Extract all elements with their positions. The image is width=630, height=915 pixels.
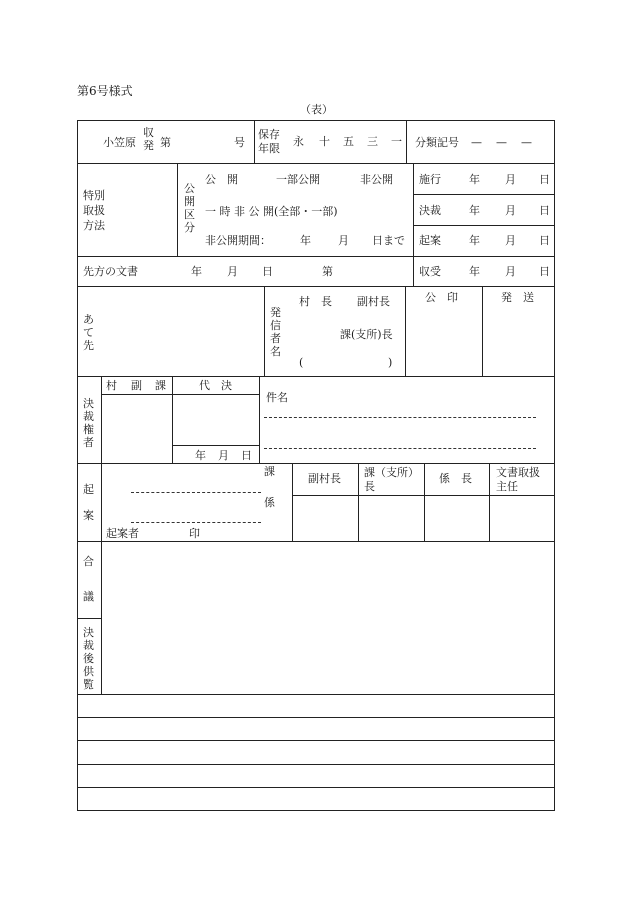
disclosure-label: 開: [184, 195, 195, 208]
kakari-label: 係: [264, 496, 275, 509]
classification-dash: —: [496, 136, 507, 149]
special-handling-label: 特別: [83, 189, 105, 202]
consultation-label: 合: [83, 555, 94, 568]
row-line: [77, 256, 555, 257]
period-until: 日まで: [372, 234, 405, 247]
period-year: 年: [300, 234, 311, 247]
town-name: 小笠原: [103, 136, 136, 149]
draft-section-label: 案: [83, 509, 94, 522]
row-line: [77, 618, 101, 619]
seal-label: 印: [189, 527, 200, 540]
prior-doc-month: 月: [227, 265, 238, 278]
draft-label: 起案: [419, 234, 441, 247]
section-ka-label: 課: [264, 465, 275, 478]
address-label: て: [83, 326, 94, 339]
date-year: 年: [469, 265, 480, 278]
post-decision-review-label: 後: [83, 652, 94, 665]
authority-label: 者: [83, 436, 94, 449]
col-line: [259, 376, 260, 463]
row-line: [77, 286, 555, 287]
number-suffix: 号: [234, 136, 245, 149]
section-chief-col-header: 長: [364, 480, 375, 493]
doc-handler-col-header: 主任: [496, 480, 518, 493]
col-line: [489, 463, 490, 541]
sender-label: 名: [270, 345, 281, 358]
sender-label: 者: [270, 332, 281, 345]
col-line: [405, 286, 406, 376]
side-label: （表）: [300, 103, 333, 116]
retention-option: 永: [293, 135, 304, 148]
sender-label: 発: [270, 306, 281, 319]
proxy-year: 年: [195, 449, 206, 462]
classification-label: 分類記号: [415, 136, 459, 149]
document-form: [77, 120, 555, 811]
row-line: [77, 694, 555, 695]
border-right: [554, 120, 555, 811]
address-label: あ: [83, 313, 94, 326]
option-partial-public: 一部公開: [276, 173, 320, 186]
col-line: [254, 120, 255, 163]
section-head-label: 課: [155, 379, 166, 392]
date-day: 日: [539, 234, 550, 247]
row-line: [172, 445, 259, 446]
row-line: [101, 394, 259, 395]
section-dashed-line: [131, 492, 261, 493]
row-line: [77, 541, 555, 542]
col-line: [101, 541, 102, 694]
village-head-label: 村: [106, 379, 117, 392]
disclosure-label: 公: [184, 182, 195, 195]
special-handling-label: 方法: [83, 219, 105, 232]
date-day: 日: [539, 265, 550, 278]
retention-option: 三: [367, 135, 378, 148]
draft-section-label: 起: [83, 483, 94, 496]
enforce-label: 施行: [419, 173, 441, 186]
authority-label: 裁: [83, 410, 94, 423]
section-dashed-line: [131, 522, 261, 523]
address-label: 先: [83, 339, 94, 352]
row-line: [413, 194, 555, 195]
mayor-label: 村 長: [299, 295, 332, 308]
col-line: [264, 286, 265, 376]
disclosure-label: 分: [184, 221, 195, 234]
row-line: [413, 225, 555, 226]
retention-option: 一: [391, 135, 402, 148]
date-day: 日: [539, 204, 550, 217]
col-line: [482, 286, 483, 376]
sender-label: 信: [270, 319, 281, 332]
option-temporary-non-public: 一 時 非 公 開(全部・一部): [205, 205, 338, 218]
vice-head-label: 副: [131, 379, 142, 392]
date-day: 日: [539, 173, 550, 186]
retention-option: 五: [343, 135, 354, 148]
authority-label: 決: [83, 397, 94, 410]
authority-label: 権: [83, 423, 94, 436]
prior-doc-day: 日: [262, 265, 273, 278]
form-number: 第6号様式: [77, 84, 133, 98]
proxy-day: 日: [241, 449, 252, 462]
col-line: [358, 463, 359, 541]
classification-dash: —: [471, 136, 482, 149]
receipt-label: 収受: [419, 265, 441, 278]
consultation-label: 議: [83, 590, 94, 603]
post-decision-review-label: 覧: [83, 678, 94, 691]
number-prefix: 第: [160, 136, 171, 149]
send-label: 発: [143, 139, 154, 152]
retention-option: 十: [319, 135, 330, 148]
dispatch-label: 発 送: [501, 291, 534, 304]
post-decision-review-label: 裁: [83, 639, 94, 652]
retention-label: 保存: [258, 128, 280, 141]
row-line: [77, 787, 555, 788]
row-line: [77, 740, 555, 741]
period-month: 月: [338, 234, 349, 247]
prior-doc-label: 先方の文書: [83, 265, 138, 278]
vice-mayor-label: 副村長: [357, 295, 390, 308]
section-chief-col-header: 課（支所）: [364, 466, 419, 479]
decide-label: 決裁: [419, 204, 441, 217]
subject-dashed-line: [264, 417, 536, 418]
date-year: 年: [469, 234, 480, 247]
section-chief-label: 課(支所)長: [340, 328, 393, 341]
date-year: 年: [469, 204, 480, 217]
classification-dash: —: [521, 136, 532, 149]
subject-label: 件名: [266, 391, 288, 404]
border-bottom: [77, 810, 555, 811]
post-decision-review-label: 供: [83, 665, 94, 678]
prior-doc-number: 第: [322, 265, 333, 278]
option-public: 公 開: [205, 173, 238, 186]
row-line: [77, 764, 555, 765]
disclosure-label: 区: [184, 208, 195, 221]
row-line: [77, 717, 555, 718]
row-line: [77, 463, 555, 464]
paren-open: (: [299, 356, 304, 369]
post-decision-review-label: 決: [83, 626, 94, 639]
receive-label: 収: [143, 126, 154, 139]
option-non-public: 非公開: [360, 173, 393, 186]
col-line: [424, 463, 425, 541]
chief-col-header: 係 長: [439, 472, 472, 485]
row-line: [77, 376, 555, 377]
col-line: [177, 163, 178, 256]
non-public-period-label: 非公開期間：: [205, 234, 271, 247]
retention-label: 年限: [258, 142, 280, 155]
special-handling-label: 取扱: [83, 204, 105, 217]
date-month: 月: [505, 204, 516, 217]
date-month: 月: [505, 234, 516, 247]
vice-mayor-col-header: 副村長: [308, 472, 341, 485]
border-top: [77, 120, 555, 121]
doc-handler-col-header: 文書取扱: [496, 466, 540, 479]
paren-close: ): [388, 356, 393, 369]
row-line: [292, 495, 555, 496]
official-seal-label: 公 印: [425, 291, 458, 304]
col-line: [101, 376, 102, 463]
col-line: [172, 376, 173, 463]
col-line: [292, 463, 293, 541]
row-line: [77, 163, 555, 164]
date-month: 月: [505, 173, 516, 186]
date-month: 月: [505, 265, 516, 278]
col-line: [101, 463, 102, 541]
col-line: [406, 120, 407, 163]
prior-doc-year: 年: [191, 265, 202, 278]
border-left: [77, 120, 78, 811]
drafter-label: 起案者: [106, 527, 139, 540]
proxy-decision-label: 代 決: [199, 379, 232, 392]
date-year: 年: [469, 173, 480, 186]
proxy-month: 月: [218, 449, 229, 462]
subject-dashed-line: [264, 448, 536, 449]
